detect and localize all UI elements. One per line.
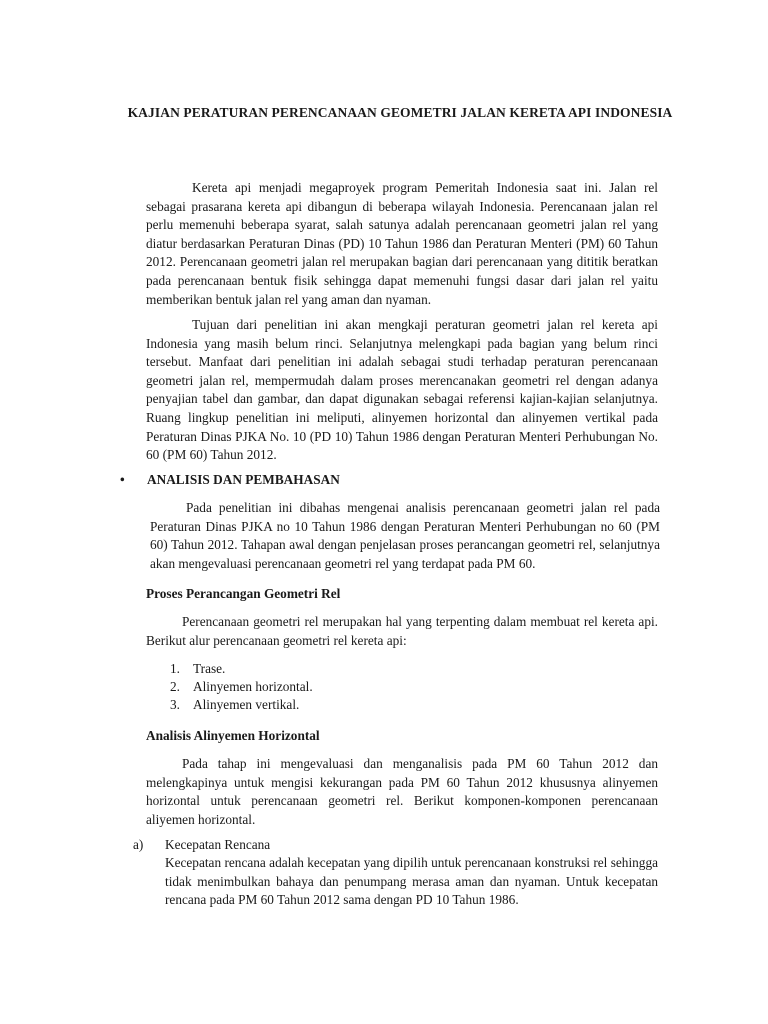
item-a-title: Kecepatan Rencana bbox=[165, 837, 271, 852]
list-item-text: Trase. bbox=[193, 661, 226, 676]
item-a-body: Kecepatan rencana adalah kecepatan yang dipilih untuk perencanaan konstruksi rel sehingga tidak menimbulkan bahaya dan penumpang merasa aman dan nyaman. Untuk kecepatan rencana pada PM 60 Tahun 2012 sama dengan PD 10 Tahun 1986. bbox=[165, 855, 658, 908]
subheading-proses: Proses Perancangan Geometri Rel bbox=[146, 586, 341, 601]
list-item bbox=[146, 678, 546, 696]
list-item-number: 3. bbox=[170, 697, 180, 712]
list-item bbox=[146, 660, 546, 678]
list-item bbox=[146, 696, 546, 714]
bullet-icon: • bbox=[120, 472, 125, 487]
list-item-text: Alinyemen vertikal. bbox=[193, 697, 300, 712]
list-item-number: 2. bbox=[170, 679, 180, 694]
list-item-number: 1. bbox=[170, 661, 180, 676]
section-intro-paragraph: Pada penelitian ini dibahas mengenai analisis perencanaan geometri jalan rel pada Peraturan Dinas PJKA no 10 Tahun 1986 dengan Peraturan Menteri Perhubungan no 60 (PM 60) Tahun 2012. Tahapan awal dengan penjelasan proses perancangan geometri rel, selanjutnya akan mengevaluasi perencanaan geometri rel yang terdapat pada PM 60. bbox=[150, 500, 660, 571]
proses-paragraph: Perencanaan geometri rel merupakan hal yang terpenting dalam membuat rel kereta api. Berikut alur perencanaan geometri rel kereta api: bbox=[146, 614, 658, 648]
intro-paragraph-1: Kereta api menjadi megaproyek program Pemeritah Indonesia saat ini. Jalan rel sebagai prasarana kereta api dibangun di beberapa wilayah Indonesia. Perencanaan jalan rel perlu memenuhi beberapa syarat, salah satunya adalah perencanaan geometri jalan rel yang diatur berdasarkan Peraturan Dinas (PD) 10 Tahun 1986 dan Peraturan Menteri (PM) 60 Tahun 2012. Perencanaan geometri jalan rel merupakan bagian dari perencanaan yang dititik beratkan pada perencanaan bentuk fisik sehingga dapat memenuhi fungsi dasar dari jalan rel yaitu memberikan bentuk jalan rel yang aman dan nyaman. bbox=[146, 180, 658, 307]
proses-steps-list bbox=[146, 660, 546, 714]
item-a-marker: a) bbox=[133, 837, 144, 852]
subheading-analisis: Analisis Alinyemen Horizontal bbox=[146, 728, 320, 743]
document-title: KAJIAN PERATURAN PERENCANAAN GEOMETRI JALAN KERETA API INDONESIA bbox=[127, 105, 673, 120]
list-item-text: Alinyemen horizontal. bbox=[193, 679, 313, 694]
analisis-paragraph: Pada tahap ini mengevaluasi dan menganalisis pada PM 60 Tahun 2012 dan melengkapinya untuk mengisi kekurangan pada PM 60 Tahun 2012 khususnya alinyemen horizontal untuk perencanaan geometri rel. Berikut komponen-komponen perencanaan aliyemen horizontal. bbox=[146, 756, 658, 827]
intro-paragraph-2: Tujuan dari penelitian ini akan mengkaji peraturan geometri jalan rel kereta api Indonesia yang masih belum rinci. Selanjutnya melengkapi pada bagian yang belum rinci tersebut. Manfaat dari penelitian ini adalah sebagai studi terhadap peraturan perencanaan geometri jalan rel, mempermudah dalam proses merencanakan geometri rel dengan adanya penyajian tabel dan gambar, dan dapat digunakan sebagai referensi kajian-kajian selanjutnya. Ruang lingkup penelitian ini meliputi, alinyemen horizontal dan alinyemen vertikal pada Peraturan Dinas PJKA No. 10 (PD 10) Tahun 1986 dengan Peraturan Menteri Perhubungan No. 60 (PM 60) Tahun 2012. bbox=[146, 317, 658, 463]
section-heading: ANALISIS DAN PEMBAHASAN bbox=[147, 472, 340, 487]
